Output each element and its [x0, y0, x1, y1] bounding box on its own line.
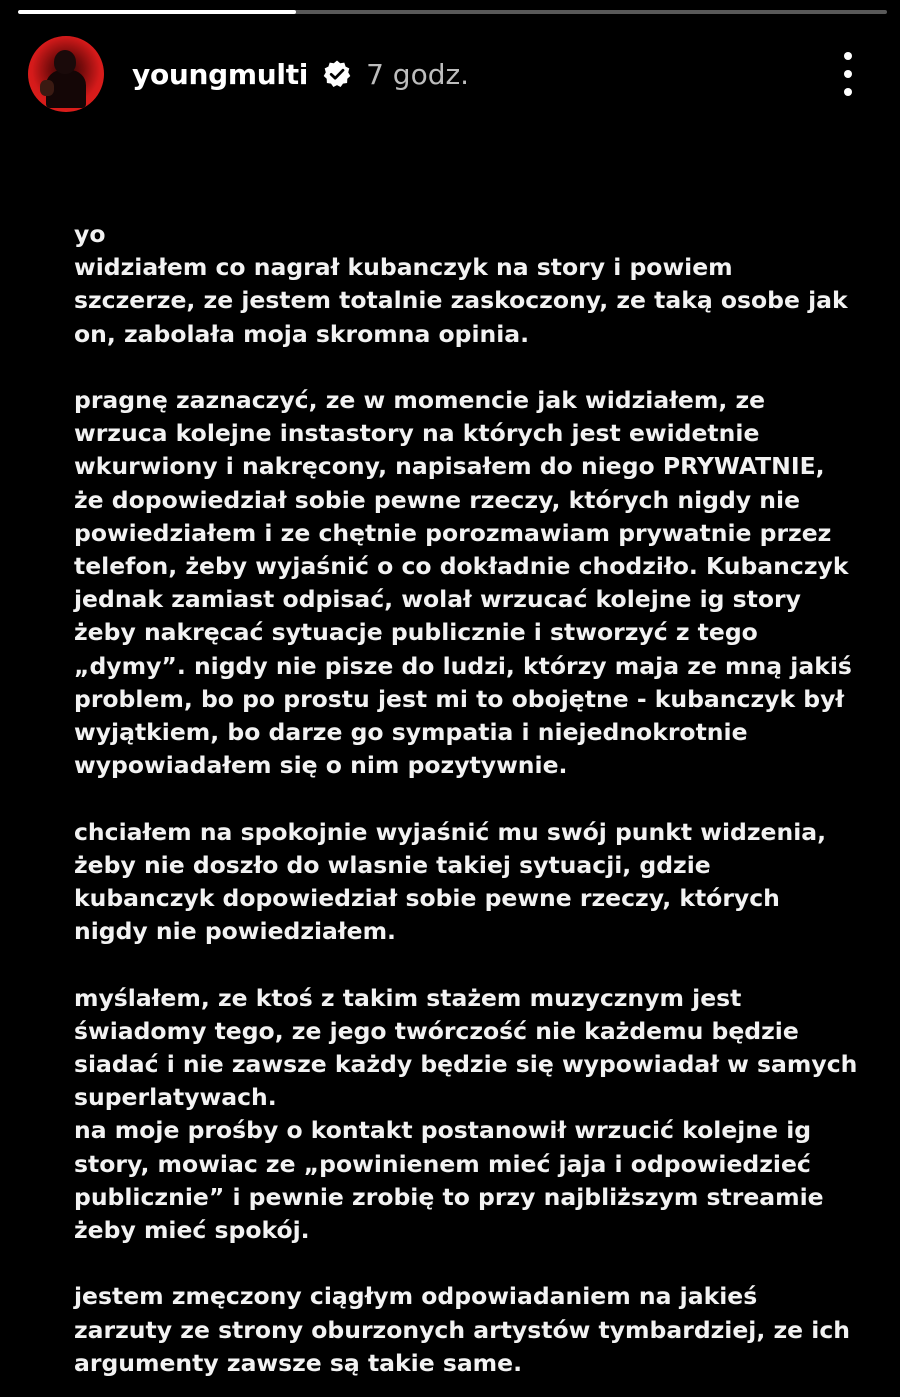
story-progress-segment — [18, 10, 887, 14]
story-text-line: chciałem na spokojnie wyjaśnić mu swój punkt widzenia, — [74, 817, 827, 846]
avatar[interactable] — [28, 36, 104, 112]
story-text-line: argumenty zawsze są takie same. — [74, 1348, 523, 1377]
story-text-line: superlatywach. — [74, 1083, 277, 1112]
story-text-line: żeby nakręcać sytuacje publicznie i stworzyć z tego — [74, 618, 758, 647]
story-text — [74, 218, 874, 1380]
story-text-line: story, mowiac ze „powinienem mieć jaja i odpowiedzieć — [74, 1149, 811, 1178]
story-text-line: wkurwiony i nakręcony, napisałem do niego PRYWATNIE, — [74, 452, 825, 481]
story-text-line: że dopowiedział sobie pewne rzeczy, których nigdy nie — [74, 485, 801, 514]
paragraph-gap — [74, 1247, 874, 1280]
more-dot — [844, 52, 852, 60]
story-text-line: problem, bo po prostu jest mi to obojętne - kubanczyk był — [74, 684, 845, 713]
story-header — [28, 36, 880, 112]
story-text-line: pragnę zaznaczyć, ze w momencie jak widziałem, ze — [74, 386, 766, 414]
story-text-line: powiedziałem i ze chętnie porozmawiam prywatnie przez — [74, 518, 832, 547]
story-text-line: na moje prośby o kontakt postanowił wrzucić kolejne ig — [74, 1116, 812, 1145]
more-dot — [844, 70, 852, 78]
username[interactable]: youngmulti — [132, 57, 309, 91]
story-text-line: on, zabolała moja skromna opinia. — [74, 319, 530, 348]
story-text-line: wyjątkiem, bo darze go sympatia i niejednokrotnie — [74, 718, 748, 747]
story-text-line: zarzuty ze strony oburzonych artystów tymbardziej, ze ich — [74, 1315, 850, 1344]
avatar-figure-hand — [40, 80, 54, 96]
story-text-line: widziałem co nagrał kubanczyk na story i powiem — [74, 253, 733, 282]
story-text-line: szczerze, ze jestem totalnie zaskoczony, ze taką osobe jak — [74, 286, 848, 315]
story-progress-fill — [18, 10, 296, 14]
more-options-icon[interactable] — [838, 52, 858, 96]
story-text-line: żeby nie doszło do wlasnie takiej sytuacji, gdzie — [74, 850, 711, 879]
avatar-figure-head — [54, 50, 76, 74]
story-progress-bar — [18, 10, 887, 14]
story-text-line: jednak zamiast odpisać, wolał wrzucać kolejne ig story — [74, 585, 801, 614]
story-text-line: „dymy”. nigdy nie pisze do ludzi, którzy maja ze mną jakiś — [74, 651, 852, 680]
paragraph-gap — [74, 782, 874, 815]
story-text-line: jestem zmęczony ciągłym odpowiadaniem na jakieś — [74, 1282, 758, 1311]
story-text-line: myślałem, ze ktoś z takim stażem muzycznym jest — [74, 983, 742, 1012]
story-text-line: telefon, żeby wyjaśnić o co dokładnie chodziło. Kubanczyk — [74, 552, 849, 581]
story-text-line: świadomy tego, ze jego twórczość nie każdemu będzie — [74, 1016, 799, 1045]
verified-badge-icon — [322, 59, 352, 89]
story-text-line: publicznie” i pewnie zrobię to przy najbliższym streamie — [74, 1182, 824, 1211]
paragraph-gap — [74, 351, 874, 384]
more-dot — [844, 88, 852, 96]
story-text-line: nigdy nie powiedziałem. — [74, 917, 396, 946]
story-text-line: siadać i nie zawsze każdy będzie się wypowiadał w samych — [74, 1050, 858, 1079]
paragraph-gap — [74, 948, 874, 981]
story-text-line: yo — [74, 220, 106, 248]
story-text-line: wrzuca kolejne instastory na których jest ewidetnie — [74, 419, 760, 448]
story-text-line: kubanczyk dopowiedział sobie pewne rzeczy, których — [74, 884, 780, 913]
story-text-line: wypowiadałem się o nim pozytywnie. — [74, 751, 568, 780]
post-time: 7 godz. — [366, 57, 470, 91]
story-text-line: żeby mieć spokój. — [74, 1216, 310, 1245]
